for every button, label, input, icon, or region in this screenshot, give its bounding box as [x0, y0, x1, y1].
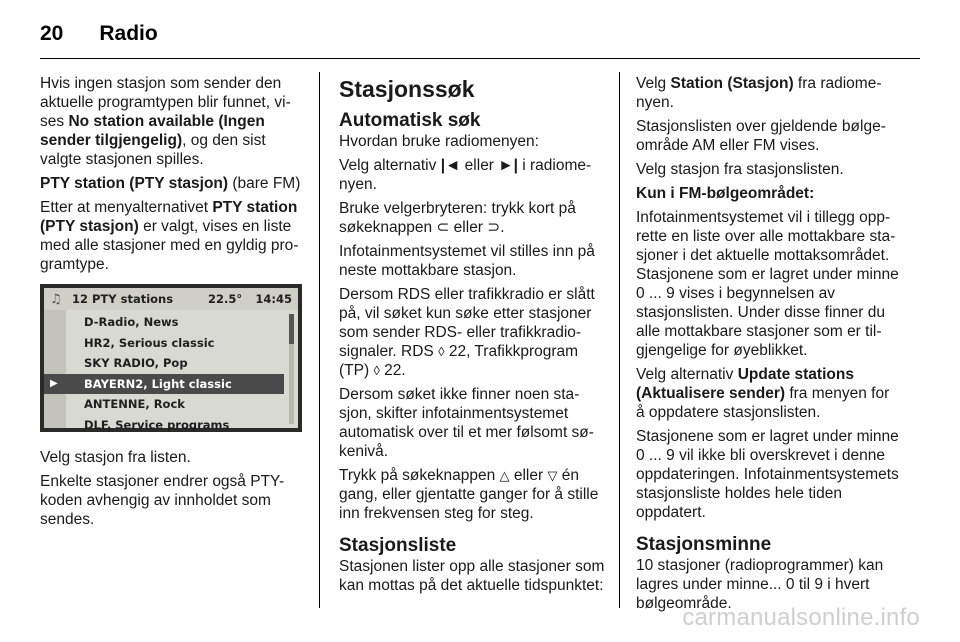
station-item[interactable]: ANTENNE, Rock [84, 397, 185, 411]
music-note-icon: ♫ [50, 291, 62, 307]
header-rule [40, 58, 920, 59]
screen-display [44, 288, 298, 432]
station-item[interactable]: HR2, Serious classic [84, 335, 215, 350]
station-list [66, 312, 284, 435]
paragraph: Infotainmentsystemet vil i tillegg opprette en liste over alle mottakbare stasjoner i det aktuelle mottaksområdet. Stasjonene som er lagret under minne 0 ... 9 vises i begynnelsen av stasjonslisten. Under disse finner du alle mottakbare stasjoner som er tilgjengelige for øyeblikket. [636, 209, 899, 359]
seek-left-icon: ⊂ [436, 219, 450, 236]
station-item[interactable]: SKY RADIO, Pop [84, 356, 188, 370]
heading-automatisk-sok: Automatisk søk [339, 110, 481, 131]
paragraph: Etter at menyalternativet PTY station (PTY stasjon) er valgt, vises en liste med alle stasjoner med en gyldig programtype. [40, 199, 299, 273]
page-number: 20 [40, 22, 64, 45]
paragraph: Trykk på søkeknappen △ eller ▽ én gang, eller gjentatte ganger for å stille inn frekvensen steg for steg. [339, 467, 599, 522]
paragraph: PTY station (PTY stasjon) (bare FM) [40, 175, 301, 192]
screen-status-bar [44, 288, 298, 310]
screen-temperature: 22.5° [208, 291, 243, 306]
paragraph: Hvordan bruke radiomenyen: [339, 133, 539, 150]
paragraph: Enkelte stasjoner endrer også PTY-koden avhengig av innholdet som sendes. [40, 473, 285, 528]
seek-back-icon: |◄ [440, 157, 461, 174]
station-item[interactable]: DLF, Service programs [84, 417, 230, 432]
section-title: Radio [99, 22, 158, 45]
column-middle [339, 74, 605, 600]
heading-stasjonssok: Stasjonssøk [339, 76, 475, 102]
paragraph: Stasjonslisten over gjeldende bølgeområde AM eller FM vises. [636, 118, 886, 154]
paragraph-bold: Kun i FM-bølgeområdet: [636, 185, 815, 202]
scrollbar [289, 314, 294, 424]
page-header [40, 16, 158, 52]
column-divider [619, 72, 620, 608]
column-left [40, 74, 302, 534]
paragraph: Infotainmentsystemet vil stilles inn på neste mottakbare stasjon. [339, 243, 595, 279]
watermark: carmanualsonline.info [682, 604, 920, 631]
paragraph: Dersom RDS eller trafikkradio er slått på, vil søket kun søke etter stasjoner som sender RDS- eller trafikkradiosignaler. RDS ◊ 22, Trafikkprogram (TP) ◊ 22. [339, 286, 595, 379]
reference-icon: ◊ [373, 363, 380, 378]
seek-right-icon: ⊃ [487, 219, 501, 236]
paragraph: Dersom søket ikke finner noen stasjon, skifter infotainmentsystemet automatisk over til et mer følsomt søkenivå. [339, 386, 594, 460]
seek-down-icon: ▽ [547, 468, 558, 483]
column-divider [319, 72, 320, 608]
paragraph: Velg alternativ |◄ eller ►| i radiomenyen. [339, 157, 592, 193]
paragraph: Velg stasjon fra stasjonslisten. [636, 161, 844, 178]
paragraph: Velg stasjon fra listen. [40, 449, 191, 466]
paragraph: Stasjonene som er lagret under minne 0 ... 9 vil ikke bli overskrevet i denne oppdateringen. Infotainmentsystemets stasjonsliste holdes hele tiden oppdatert. [636, 428, 899, 521]
paragraph: Velg Station (Stasjon) fra radiomenyen. [636, 75, 882, 111]
station-item[interactable]: D-Radio, News [84, 315, 179, 329]
seek-up-icon: △ [499, 468, 510, 483]
reference-icon: ◊ [438, 344, 445, 359]
screen-time: 14:45 [255, 291, 292, 306]
paragraph: 10 stasjoner (radioprogrammer) kan lagres under minne... 0 til 9 i hvert bølgeområde. [636, 557, 884, 612]
screen-title: 12 PTY stations [72, 291, 174, 306]
paragraph: Bruke velgerbryteren: trykk kort på søkeknappen ⊂ eller ⊃. [339, 200, 576, 236]
heading-stasjonsliste: Stasjonsliste [339, 535, 457, 556]
station-item[interactable]: ▶ BAYERN2, Light classic [44, 374, 284, 395]
heading-stasjonsminne: Stasjonsminne [636, 534, 772, 555]
seek-forward-icon: ►| [498, 157, 518, 174]
pty-station-screen [40, 284, 302, 432]
paragraph: Velg alternativ Update stations (Aktualisere sender) fra menyen for å oppdatere stasjonslisten. [636, 366, 890, 421]
paragraph: Stasjonen lister opp alle stasjoner som kan mottas på det aktuelle tidspunktet: [339, 558, 605, 594]
scroll-thumb [289, 314, 294, 344]
column-right [636, 74, 902, 618]
paragraph: Hvis ingen stasjon som sender den aktuelle programtypen blir funnet, vises No station available (Ingen sender tilgjengelig), og den sist valgte stasjonen spilles. [40, 75, 291, 168]
screen-side-panel [44, 310, 66, 428]
